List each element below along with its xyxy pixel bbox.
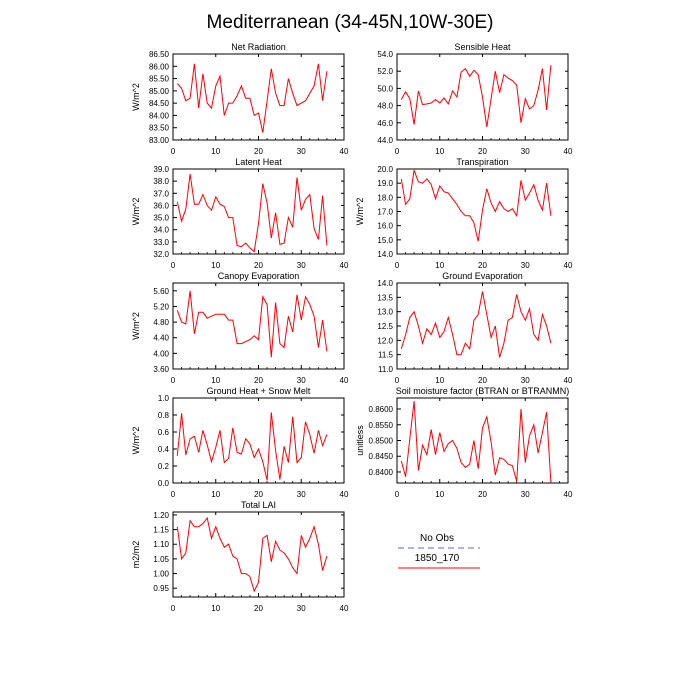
y-tick-label: 44.0	[377, 136, 393, 145]
y-tick-label: 39.0	[153, 165, 169, 174]
x-tick-label: 10	[435, 261, 445, 270]
y-tick-label: 5.60	[153, 286, 169, 296]
x-tick-label: 40	[563, 261, 573, 270]
panel-title: Ground Evaporation	[442, 271, 523, 281]
y-tick-label: 14.0	[377, 250, 393, 259]
series-line-1850-170	[177, 518, 327, 591]
y-tick-label: 0.0	[157, 479, 169, 488]
x-tick-label: 30	[296, 261, 306, 270]
panel-title: Sensible Heat	[454, 42, 511, 52]
y-tick-label: 33.0	[153, 237, 169, 247]
x-tick-label: 10	[435, 147, 445, 156]
y-tick-label: 16.0	[377, 221, 393, 231]
x-tick-label: 0	[394, 376, 400, 385]
panel-total-lai	[131, 500, 349, 613]
y-tick-label: 15.0	[377, 235, 393, 245]
y-tick-label: 11.0	[378, 365, 393, 374]
y-axis-label: W/m^2	[131, 426, 141, 455]
x-tick-label: 20	[254, 604, 263, 613]
x-tick-label: 30	[520, 376, 530, 385]
x-tick-label: 40	[339, 490, 349, 499]
y-tick-label: 0.8450	[368, 452, 393, 462]
series-line-1850-170	[401, 65, 551, 127]
panel-title: Transpiration	[456, 157, 509, 167]
y-tick-label: 85.50	[148, 74, 169, 84]
x-tick-label: 20	[254, 376, 263, 385]
y-tick-label: 0.8550	[368, 420, 393, 430]
legend-label-1850-170: 1850_170	[414, 553, 460, 564]
x-tick-label: 20	[254, 147, 263, 156]
y-tick-label: 46.0	[377, 118, 393, 128]
y-axis-label: W/m^2	[355, 197, 365, 226]
panel-latent-heat	[131, 157, 349, 270]
panel-title: Net Radiation	[231, 42, 286, 52]
x-tick-label: 20	[254, 261, 263, 270]
y-tick-label: 0.4	[157, 445, 169, 454]
y-tick-label: 0.6	[157, 428, 169, 437]
y-tick-label: 12.5	[377, 322, 393, 331]
x-tick-label: 30	[520, 261, 530, 270]
panel-title: Soil moisture factor (BTRAN or BTRANMN)	[395, 386, 570, 396]
y-tick-label: 83.00	[148, 136, 169, 145]
panel-sensible-heat	[377, 42, 573, 156]
x-tick-label: 0	[394, 490, 400, 499]
plot-frame	[397, 283, 568, 369]
x-tick-label: 40	[339, 261, 349, 270]
y-tick-label: 37.0	[153, 189, 169, 199]
y-tick-label: 17.0	[377, 207, 393, 217]
x-tick-label: 30	[296, 604, 306, 613]
panel-title: Total LAI	[240, 500, 277, 510]
y-tick-label: 1.00	[153, 569, 169, 579]
y-axis-label: m2/m2	[131, 540, 141, 569]
y-tick-label: 13.0	[377, 307, 393, 317]
x-tick-label: 20	[478, 490, 487, 499]
y-tick-label: 50.0	[377, 84, 393, 94]
y-tick-label: 48.0	[377, 101, 393, 111]
x-tick-label: 0	[394, 261, 400, 270]
y-tick-label: 18.0	[377, 193, 393, 203]
panel-ground-heat-snow-melt	[131, 386, 349, 499]
panel-title: Ground Heat + Snow Melt	[206, 386, 311, 396]
y-tick-label: 84.50	[148, 99, 169, 109]
series-line-1850-170	[401, 401, 551, 483]
x-tick-label: 30	[296, 376, 306, 385]
panel-transpiration	[355, 157, 573, 270]
plot-frame	[173, 512, 344, 597]
y-tick-label: 4.00	[153, 349, 169, 359]
x-tick-label: 20	[478, 376, 487, 385]
panel-ground-evaporation	[377, 271, 573, 385]
y-axis-label: W/m^2	[131, 197, 141, 226]
y-tick-label: 85.00	[148, 86, 169, 96]
y-tick-label: 86.00	[148, 62, 169, 72]
y-tick-label: 0.8	[157, 411, 169, 420]
x-tick-label: 10	[211, 604, 221, 613]
x-tick-label: 30	[296, 147, 306, 156]
x-tick-label: 10	[211, 490, 221, 499]
y-tick-label: 4.80	[153, 318, 169, 328]
x-tick-label: 20	[478, 261, 487, 270]
x-tick-label: 10	[211, 376, 221, 385]
y-tick-label: 52.0	[377, 67, 393, 77]
panel-title: Canopy Evaporation	[217, 271, 300, 281]
series-line-1850-170	[177, 291, 327, 358]
y-tick-label: 0.95	[153, 584, 169, 594]
x-tick-label: 0	[394, 147, 400, 156]
figure-title: Mediterranean (34-45N,10W-30E)	[206, 12, 494, 33]
x-tick-label: 30	[296, 490, 306, 499]
y-tick-label: 20.0	[377, 165, 393, 174]
x-tick-label: 40	[339, 147, 349, 156]
y-tick-label: 0.8400	[368, 467, 393, 477]
series-line-1850-170	[177, 412, 327, 480]
x-tick-label: 0	[170, 261, 176, 270]
y-tick-label: 1.15	[153, 525, 169, 535]
y-tick-label: 1.20	[153, 510, 169, 520]
y-tick-label: 3.60	[153, 365, 169, 374]
x-tick-label: 0	[170, 376, 176, 385]
x-tick-label: 10	[435, 490, 445, 499]
plot-frame	[173, 283, 344, 369]
y-tick-label: 5.20	[153, 302, 169, 312]
y-tick-label: 38.0	[153, 177, 169, 187]
plot-frame	[173, 398, 344, 483]
panels	[131, 42, 573, 613]
y-tick-label: 83.50	[148, 123, 169, 133]
y-tick-label: 0.8600	[368, 405, 393, 415]
x-tick-label: 20	[254, 490, 263, 499]
x-tick-label: 40	[563, 147, 573, 156]
y-tick-label: 19.0	[377, 179, 393, 189]
y-axis-label: W/m^2	[131, 312, 141, 340]
x-tick-label: 0	[170, 490, 176, 499]
legend	[398, 533, 480, 568]
y-tick-label: 86.50	[148, 50, 169, 59]
x-tick-label: 40	[339, 376, 349, 385]
x-tick-label: 20	[478, 147, 487, 156]
panel-soil-moisture-factor-btran-or-btranmn	[355, 386, 573, 499]
y-tick-label: 4.40	[153, 333, 169, 343]
y-tick-label: 13.5	[377, 293, 393, 303]
y-axis-label: unitless	[355, 425, 365, 456]
y-tick-label: 36.0	[153, 201, 169, 211]
y-tick-label: 0.8500	[368, 436, 393, 446]
panel-net-radiation	[131, 42, 349, 156]
y-tick-label: 32.0	[153, 250, 169, 259]
y-tick-label: 1.05	[153, 554, 169, 564]
x-tick-label: 0	[170, 604, 176, 613]
series-line-1850-170	[177, 64, 327, 133]
panel-title: Latent Heat	[235, 157, 282, 167]
y-tick-label: 84.00	[148, 111, 169, 121]
y-tick-label: 1.0	[157, 394, 169, 403]
x-tick-label: 10	[211, 261, 221, 270]
series-line-1850-170	[401, 292, 551, 358]
y-tick-label: 12.0	[377, 336, 393, 346]
plot-frame	[173, 169, 344, 254]
x-tick-label: 10	[211, 147, 221, 156]
y-tick-label: 54.0	[377, 50, 393, 59]
legend-label-no-obs: No Obs	[420, 533, 454, 544]
x-tick-label: 10	[435, 376, 445, 385]
y-axis-label: W/m^2	[131, 83, 141, 111]
series-line-1850-170	[401, 170, 551, 241]
y-tick-label: 34.0	[153, 225, 169, 235]
plot-frame	[397, 398, 568, 483]
x-tick-label: 30	[520, 147, 530, 156]
y-tick-label: 1.10	[153, 540, 169, 550]
x-tick-label: 0	[170, 147, 176, 156]
x-tick-label: 40	[339, 604, 349, 613]
x-tick-label: 40	[563, 490, 573, 499]
y-tick-label: 0.2	[157, 462, 169, 471]
x-tick-label: 40	[563, 376, 573, 385]
series-line-1850-170	[177, 174, 327, 252]
y-tick-label: 14.0	[377, 279, 393, 288]
x-tick-label: 30	[520, 490, 530, 499]
y-tick-label: 35.0	[153, 213, 169, 223]
y-tick-label: 11.5	[378, 350, 393, 360]
panel-canopy-evaporation	[131, 271, 349, 385]
